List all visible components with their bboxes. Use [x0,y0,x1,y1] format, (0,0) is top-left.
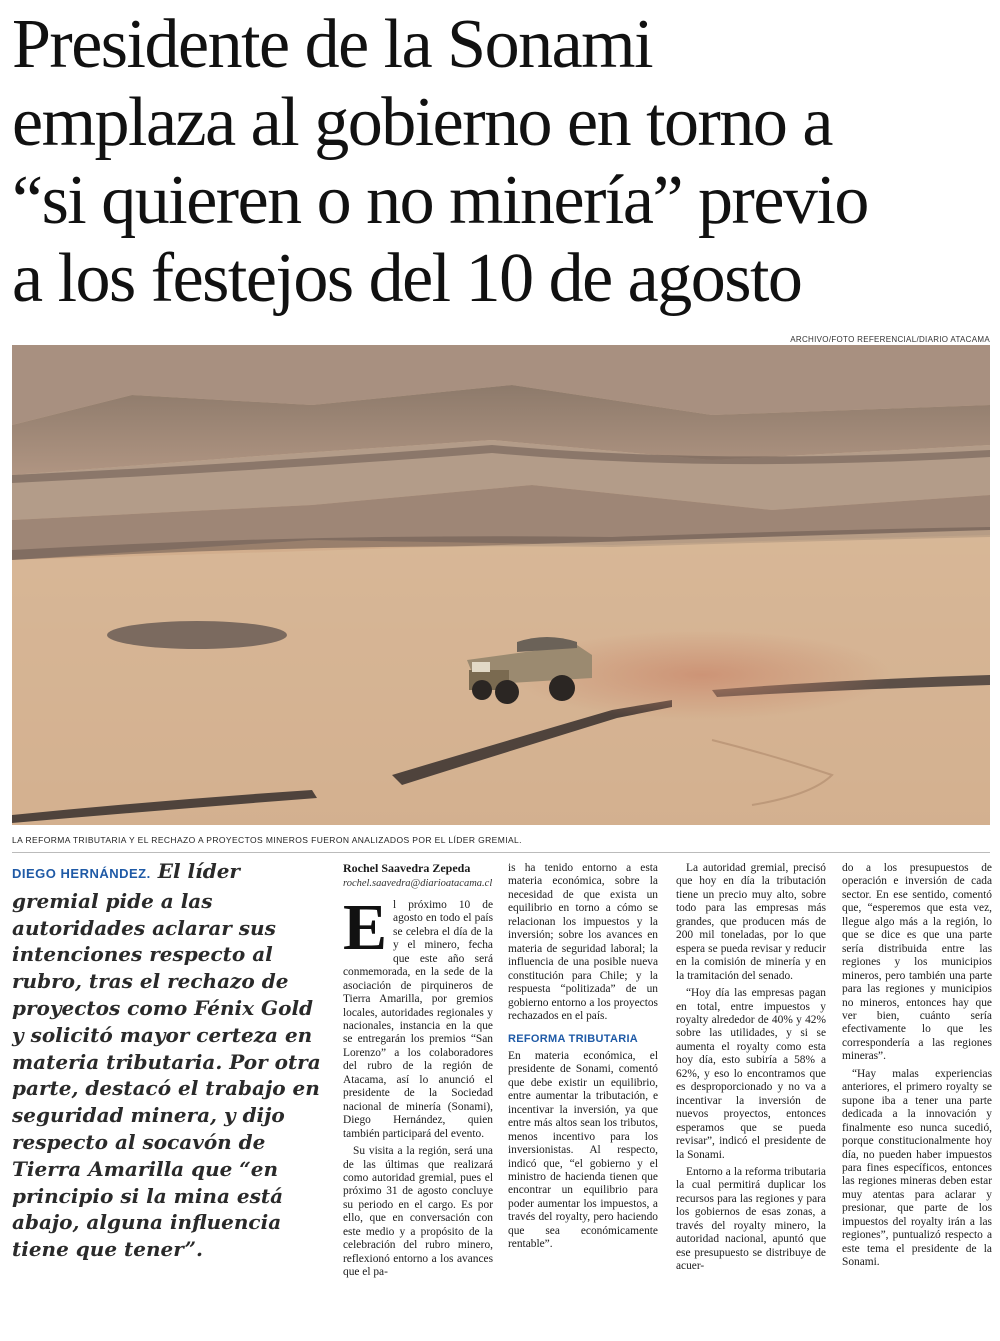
paragraph: La autoridad gremial, precisó que hoy en día la tributación tiene un precio muy alto, sobre todo para las empresas más grandes, que producen más de 200 mil toneladas, por lo que espera se pueda revisar y reducir en la comisión de minería y en la tramitación del senado. [676,862,826,982]
divider [12,852,990,853]
headline-line-3: “si quieren o no minería” previo [12,162,868,239]
headline-line-1: Presidente de la Sonami [12,6,653,83]
lead-summary [12,858,327,1263]
author-name: Rochel Saavedra Zepeda [343,861,471,875]
paragraph-text: l próximo 10 de agosto en todo el país se celebra el día de la y el minero, fecha que este año será conmemorada, en la sede de la asociación de pirquineros de Tierra Amarilla, por gremios locales, autoridades regionales y nacionales, instancia en la que se entregarán los premios “San Lorenzo” a los colaboradores del rubro de la región de Atacama, así lo anunció el presidente de la Sociedad nacional de minería (Sonami), Diego Hernández, quien también participará del evento. [343,898,493,1140]
drop-cap: E [343,890,388,964]
author-email[interactable]: rochel.saavedra@diarioatacama.cl [343,878,493,890]
lead-byline: DIEGO HERNÁNDEZ. [12,866,151,881]
paragraph: Su visita a la región, será una de las últimas que realizará como autoridad gremial, pues el próximo 31 de agosto concluye su periodo en el cargo. Es por ello, que en conversación con este medio y a propósito de la celebración del rubro minero, reflexionó entorno a los avances que el pa- [343,1145,493,1279]
paragraph: “Hay malas experiencias anteriores, el primero royalty se supone iba a tener una parte dedicada a la innovación y finalmente eso nunca sucedió, porque constitucionalmente hoy día, no pueden haber impuestos para fines específicos, entonces las regiones mineras deben estar muy atentas para aclarar y presionar, que parte de los impuestos del royalty irán a las regiones”, puntualizó respecto a este tema el presidente de la Sonami. [842,1067,992,1269]
headline-line-4: a los festejos del 10 de agosto [12,240,802,317]
article-column-1 [343,862,493,1284]
paragraph: is ha tenido entorno a esta materia económica, sobre la necesidad de que exista un equilibrio en torno a cómo se relacionan los impuestos y la inversión; sobre los avances en materia de seguridad laboral; la influencia de una posible nueva constitución para Chile; y la respuesta “politizada” de un gobierno entorno a los proyectos rechazados en el país. [508,862,658,1022]
paragraph [343,890,493,1141]
mine-truck-illustration [12,345,990,825]
paragraph: Entorno a la reforma tributaria la cual permitirá duplicar los recursos para las regiones y para los gobiernos de esas zonas, a través del royalty minero, la autoridad nacional, apuntó que ese presupuesto se distribuye de acuer- [676,1165,826,1273]
article-column-2 [508,862,658,1256]
paragraph: “Hoy día las empresas pagan en total, entre impuestos y royalty alrededor de 40% y 42% sobre las utilidades, y si se aumenta el royalty como esta hoy día, esto subiría a 58% a 62%, y eso lo encontramos que es desproporcionado y no va a incentivar la inversión de nuevos proyectos, entonces esperamos que se pueda revisar”, indicó el presidente de la Sonami. [676,987,826,1161]
article-column-4 [842,862,992,1274]
mine-photo [12,345,990,825]
headline-line-2: emplaza al gobierno en torno a [12,84,832,161]
paragraph: do a los presupuestos de operación e inversión de cada sector. En ese sentido, comentó que, “esperemos que esta vez, llegue algo más a la región, lo que se dice es que una parte sería distribuida entre las regiones y los municipios mineros, pero también una parte para las regiones y municipios no mineros, entonces hay que ver bien, cuánto sería efectivamente lo que les correspondería a las regiones mineras”. [842,862,992,1063]
lead-text: El líder gremial pide a las autoridades aclarar sus intenciones respecto al rubro, tras el rechazo de proyectos como Fénix Gold y solicitó mayor certeza en materia tributaria. Por otra parte, destacó el trabajo en seguridad minera, y dijo respecto al socavón de Tierra Amarilla que “en principio si la mina está abajo, alguna influencia tiene que tener”. [12,859,321,1262]
photo-credit: ARCHIVO/FOTO REFERENCIAL/DIARIO ATACAMA [790,335,990,344]
article-column-3 [676,862,826,1278]
headline [12,6,992,318]
section-subhead: REFORMA TRIBUTARIA [508,1033,639,1046]
photo-caption: LA REFORMA TRIBUTARIA Y EL RECHAZO A PROYECTOS MINEROS FUERON ANALIZADOS POR EL LÍDER GREMIAL. [12,835,522,845]
paragraph: En materia económica, el presidente de Sonami, comentó que debe existir un equilibrio, entre aumentar la tributación, e incentivar la inversión, ya que entre más altos sean los tributos, menos incentivo para los inversionistas. Al respecto, indicó que, “el gobierno y el ministro de hacienda tienen que encontrar un equilibrio para poder aumentar los impuestos, a través del royalty, pero haciendo que sea económicamente rentable”. [508,1049,658,1251]
